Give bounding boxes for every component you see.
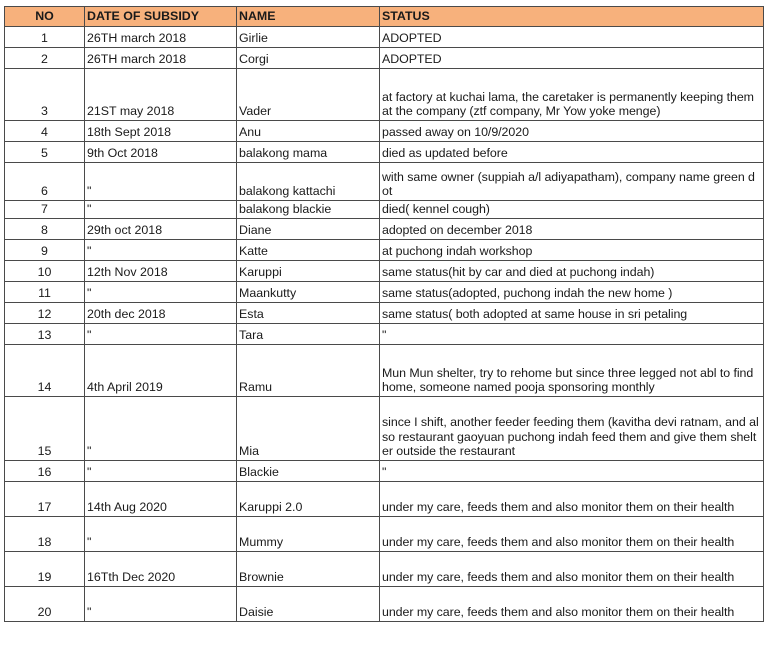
cell-status: same status(adopted, puchong indah the new home ) — [380, 282, 764, 303]
cell-date: 26TH march 2018 — [85, 27, 237, 48]
cell-no: 13 — [5, 324, 85, 345]
table-row — [5, 552, 764, 587]
cell-status: " — [380, 461, 764, 482]
cell-no: 5 — [5, 142, 85, 163]
cell-date: " — [85, 324, 237, 345]
header-date: DATE OF SUBSIDY — [85, 7, 237, 27]
cell-no: 2 — [5, 48, 85, 69]
cell-name: Esta — [237, 303, 380, 324]
cell-name: Vader — [237, 69, 380, 121]
table-row — [5, 201, 764, 219]
cell-name: balakong blackie — [237, 201, 380, 219]
cell-no: 8 — [5, 219, 85, 240]
cell-date: " — [85, 240, 237, 261]
cell-status: under my care, feeds them and also monitor them on their health — [380, 517, 764, 552]
cell-name: Corgi — [237, 48, 380, 69]
cell-status: at puchong indah workshop — [380, 240, 764, 261]
table-row — [5, 69, 764, 121]
cell-status: passed away on 10/9/2020 — [380, 121, 764, 142]
cell-status: under my care, feeds them and also monitor them on their health — [380, 552, 764, 587]
cell-date: " — [85, 397, 237, 461]
cell-status: Mun Mun shelter, try to rehome but since three legged not abl to find home, someone named pooja sponsoring monthly — [380, 345, 764, 397]
cell-status: under my care, feeds them and also monitor them on their health — [380, 482, 764, 517]
cell-no: 3 — [5, 69, 85, 121]
cell-status: since I shift, another feeder feeding them (kavitha devi ratnam, and also restaurant gaoyuan puchong indah feed them and give them shelter outside the restaurant — [380, 397, 764, 461]
cell-date: 21ST may 2018 — [85, 69, 237, 121]
table-row — [5, 303, 764, 324]
table-row — [5, 345, 764, 397]
cell-status: ADOPTED — [380, 27, 764, 48]
cell-date: " — [85, 517, 237, 552]
cell-no: 12 — [5, 303, 85, 324]
table-row — [5, 517, 764, 552]
cell-date: " — [85, 201, 237, 219]
table-row — [5, 121, 764, 142]
cell-status: ADOPTED — [380, 48, 764, 69]
cell-no: 11 — [5, 282, 85, 303]
cell-name: Karuppi — [237, 261, 380, 282]
cell-status: with same owner (suppiah a/l adiyapatham), company name green dot — [380, 163, 764, 201]
cell-no: 4 — [5, 121, 85, 142]
table-row — [5, 587, 764, 622]
cell-no: 18 — [5, 517, 85, 552]
header-row — [5, 7, 764, 27]
cell-no: 1 — [5, 27, 85, 48]
cell-status: died( kennel cough) — [380, 201, 764, 219]
cell-name: Mummy — [237, 517, 380, 552]
table-row — [5, 324, 764, 345]
table-row — [5, 27, 764, 48]
cell-no: 20 — [5, 587, 85, 622]
cell-name: Blackie — [237, 461, 380, 482]
cell-date: " — [85, 461, 237, 482]
cell-date: " — [85, 587, 237, 622]
cell-date: " — [85, 163, 237, 201]
cell-date: 20th dec 2018 — [85, 303, 237, 324]
cell-name: Brownie — [237, 552, 380, 587]
subsidy-sheet — [4, 6, 763, 622]
cell-date: 9th Oct 2018 — [85, 142, 237, 163]
cell-date: 4th April 2019 — [85, 345, 237, 397]
header-no: NO — [5, 7, 85, 27]
table-row — [5, 482, 764, 517]
cell-date: 18th Sept 2018 — [85, 121, 237, 142]
cell-name: Anu — [237, 121, 380, 142]
cell-no: 16 — [5, 461, 85, 482]
cell-status: " — [380, 324, 764, 345]
cell-name: balakong kattachi — [237, 163, 380, 201]
cell-no: 10 — [5, 261, 85, 282]
cell-date: 16Tth Dec 2020 — [85, 552, 237, 587]
cell-date: " — [85, 282, 237, 303]
cell-no: 19 — [5, 552, 85, 587]
cell-status: adopted on december 2018 — [380, 219, 764, 240]
cell-date: 14th Aug 2020 — [85, 482, 237, 517]
cell-status: at factory at kuchai lama, the caretaker is permanently keeping them at the company (ztf company, Mr Yow yoke menge) — [380, 69, 764, 121]
table-row — [5, 397, 764, 461]
cell-date: 12th Nov 2018 — [85, 261, 237, 282]
cell-name: Girlie — [237, 27, 380, 48]
table-row — [5, 261, 764, 282]
cell-name: Mia — [237, 397, 380, 461]
cell-name: Karuppi 2.0 — [237, 482, 380, 517]
cell-no: 9 — [5, 240, 85, 261]
subsidy-table — [4, 6, 764, 622]
cell-status: died as updated before — [380, 142, 764, 163]
cell-status: under my care, feeds them and also monitor them on their health — [380, 587, 764, 622]
table-row — [5, 142, 764, 163]
cell-name: Daisie — [237, 587, 380, 622]
cell-name: Maankutty — [237, 282, 380, 303]
cell-name: Ramu — [237, 345, 380, 397]
cell-no: 17 — [5, 482, 85, 517]
cell-name: balakong mama — [237, 142, 380, 163]
cell-status: same status( both adopted at same house in sri petaling — [380, 303, 764, 324]
cell-name: Katte — [237, 240, 380, 261]
table-row — [5, 282, 764, 303]
cell-name: Diane — [237, 219, 380, 240]
cell-name: Tara — [237, 324, 380, 345]
cell-no: 15 — [5, 397, 85, 461]
cell-date: 29th oct 2018 — [85, 219, 237, 240]
header-name: NAME — [237, 7, 380, 27]
table-row — [5, 163, 764, 201]
cell-status: same status(hit by car and died at puchong indah) — [380, 261, 764, 282]
cell-no: 7 — [5, 201, 85, 219]
table-row — [5, 461, 764, 482]
table-row — [5, 48, 764, 69]
table-row — [5, 219, 764, 240]
cell-date: 26TH march 2018 — [85, 48, 237, 69]
cell-no: 14 — [5, 345, 85, 397]
table-row — [5, 240, 764, 261]
cell-no: 6 — [5, 163, 85, 201]
header-status: STATUS — [380, 7, 764, 27]
